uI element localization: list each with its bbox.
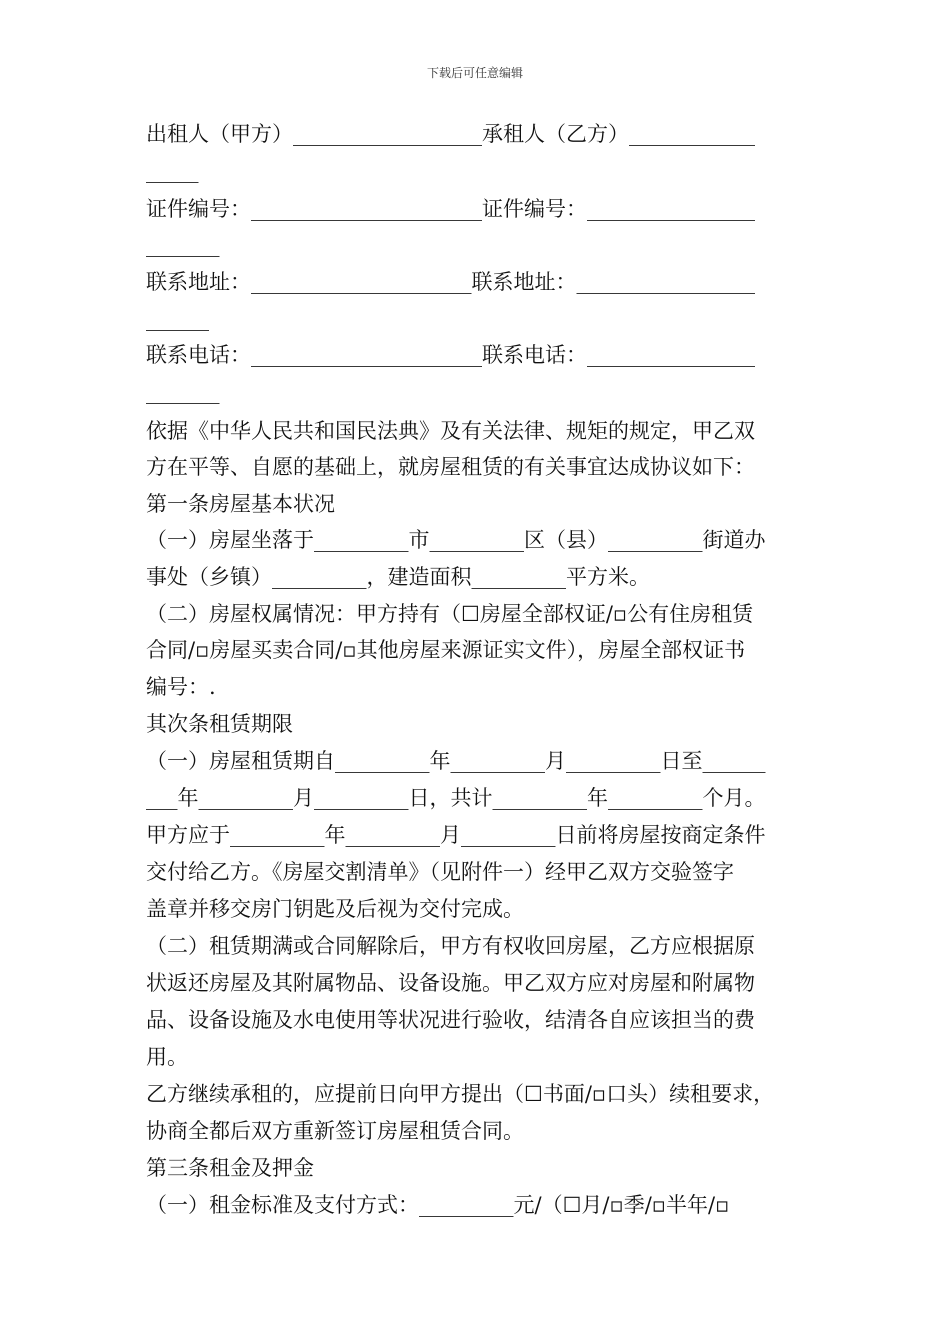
- text-line: 状返还房屋及其附属物品、设备设施。甲乙双方应对房屋和附属物: [146, 971, 755, 995]
- text-line: 用。: [146, 1045, 188, 1069]
- text-line: （一）租金标准及支付方式：_________元/（☐月/▫季/▫半年/▫: [146, 1193, 730, 1217]
- text-line: 编号：.: [146, 675, 216, 699]
- text-line: 依据《中华人民共和国民法典》及有关法律、规矩的规定，甲乙双: [146, 419, 755, 443]
- page-header: 下载后可任意编辑: [426, 66, 523, 80]
- section-heading: 第一条房屋基本状况: [146, 492, 335, 516]
- text-line: 盖章并移交房门钥匙及后视为交付完成。: [146, 897, 524, 921]
- text-line: 合同/▫房屋买卖合同/▫其他房屋来源证实文件），房屋全部权证书: [146, 638, 746, 662]
- section-heading: 第三条租金及押金: [146, 1156, 314, 1180]
- text-line: 交付给乙方。《房屋交割清单》（见附件一）经甲乙双方交验签字: [146, 860, 734, 884]
- text-line: 方在平等、自愿的基础上，就房屋租赁的有关事宜达成协议如下：: [146, 455, 755, 479]
- section-heading: 其次条租赁期限: [146, 712, 293, 736]
- text-line: 乙方继续承租的，应提前日向甲方提出（☐书面/▫口头）续租要求，: [146, 1082, 775, 1106]
- text-line: ___年_________月_________日，共计_________年_________个月。: [146, 786, 766, 810]
- text-line: 品、设备设施及水电使用等状况进行验收，结清各自应该担当的费: [146, 1008, 755, 1032]
- text-line: （二）房屋权属情况：甲方持有（☐房屋全部权证/▫公有住房租赁: [146, 602, 754, 626]
- text-line: ______: [146, 307, 209, 331]
- text-line: 联系地址：_____________________联系地址：_________________: [146, 270, 755, 294]
- text-line: 联系电话：______________________联系电话：________________: [146, 343, 755, 367]
- text-line: 协商全都后双方重新签订房屋租赁合同。: [146, 1119, 524, 1143]
- text-line: 出租人（甲方）__________________承租人（乙方）____________: [146, 122, 755, 146]
- text-line: 事处（乡镇）_________，建造面积_________平方米。: [146, 565, 650, 589]
- text-line: _______: [146, 380, 220, 404]
- text-line: _____: [146, 159, 199, 183]
- text-line: （一）房屋租赁期自_________年_________月_________日至______: [146, 749, 766, 773]
- text-line: _______: [146, 233, 220, 257]
- text-line: （一）房屋坐落于_________市_________区（县）_________街道办: [146, 528, 766, 552]
- text-line: 证件编号：______________________证件编号：________________: [146, 197, 755, 221]
- text-line: 甲方应于_________年_________月_________日前将房屋按商定条件: [146, 823, 766, 847]
- text-line: （二）租赁期满或合同解除后，甲方有权收回房屋，乙方应根据原: [146, 934, 755, 958]
